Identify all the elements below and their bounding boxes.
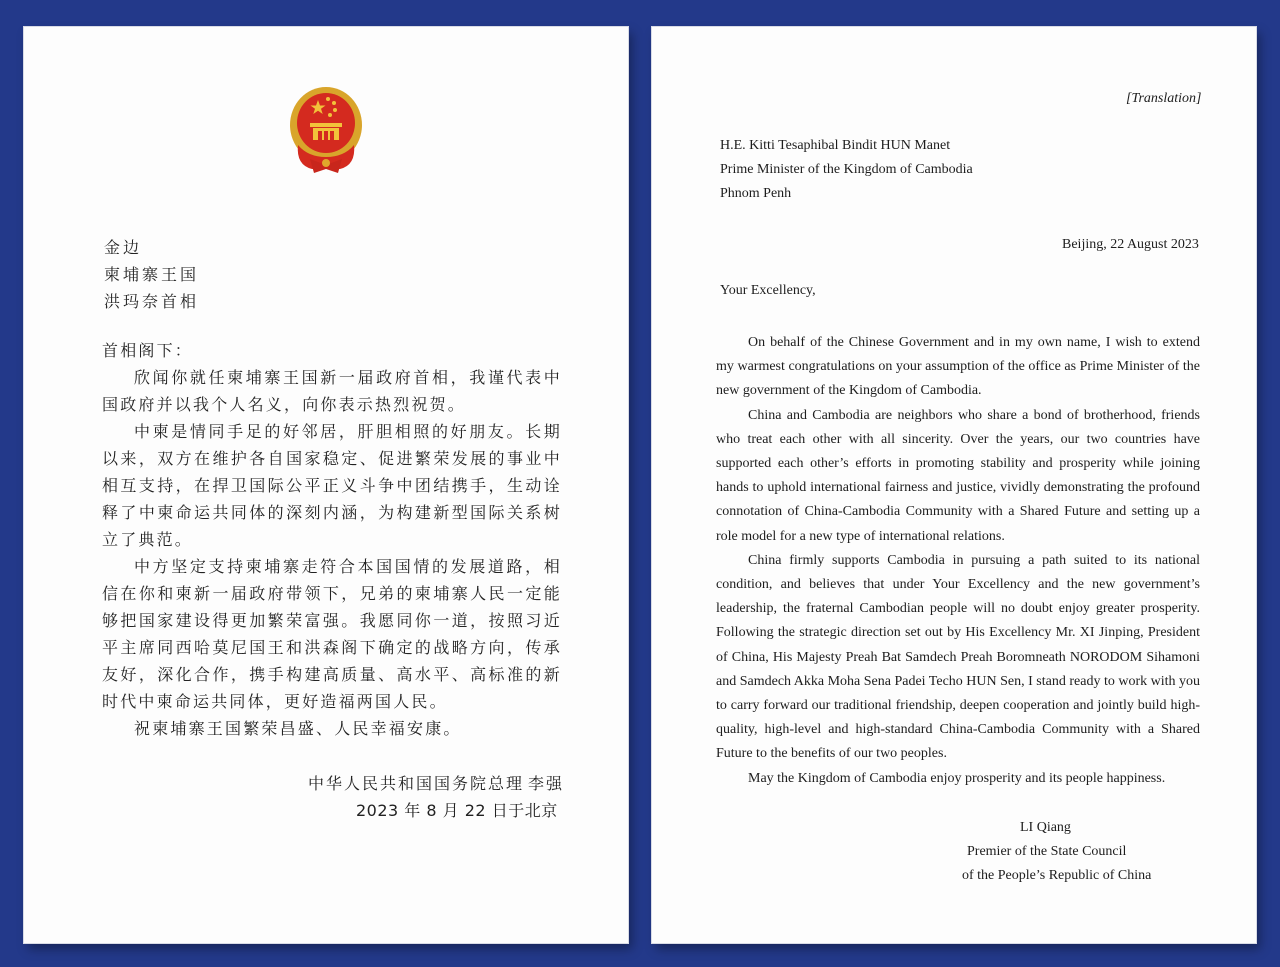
signature-title: Premier of the State Council [967,844,1127,859]
translation-mark: [Translation] [1126,91,1202,106]
paragraph-3: 中方坚定支持柬埔寨走符合本国国情的发展道路，相信在你和柬新一届政府带领下，兄弟的柬埔寨人民一定能够把国家建设得更加繁荣富强。我愿同你一道，按照习近平主席同西哈莫尼国王和洪森阁下确定的战略方向，传承友好，深化合作，携手构建高质量、高水平、高标准的新时代中柬命运共同体，更好造福两国人民。 [102,557,562,711]
letter-page-english [652,27,1256,943]
paragraph-3: China firmly supports Cambodia in pursuing a path suited to its national condition, and believes that under Your Excellency and the new government’s leadership, the fraternal Cambodian people will no doubt enjoy greater prosperity. Following the strategic direction set out by His Excellency Mr. XI Jinping, President of China, His Majesty Preah Bat Samdech Preah Boromneath NORODOM Sihamoni and Samdech Akka Moha Sena Padei Techo HUN Sen, I stand ready to work with you to carry forward our traditional friendship, deepen cooperation and jointly build high-quality, high-level and high-standard China-Cambodia Community with a Shared Future to the benefits of our two peoples. [716,552,1200,762]
letter-body-english [716,331,1200,791]
paragraph-2: China and Cambodia are neighbors who share a bond of brotherhood, friends who treat each other with all sincerity. Over the years, our two countries have supported each other’s efforts in promoting stability and prosperity while joining hands to uphold international fairness and justice, vividly demonstrating the profound connotation of China-Cambodia Community with a Shared Future and setting up a role model for a new type of international relations. [716,407,1200,544]
addressee-title: Prime Minister of the Kingdom of Cambodia [720,162,973,177]
signature-title: 中华人民共和国国务院总理 [308,774,525,793]
addressee-country: 柬埔寨王国 [104,265,200,284]
signature-name: 李强 [528,774,565,793]
national-emblem-icon [288,85,364,177]
paragraph-1: 欣闻你就任柬埔寨王国新一届政府首相，我谨代表中国政府并以我个人名义，向你表示热烈祝贺。 [102,368,562,414]
addressee-name: 洪玛奈首相 [104,292,200,311]
paragraph-1: On behalf of the Chinese Government and in my own name, I wish to extend my warmest congratulations on your assumption of the office as Prime Minister of the new government of the Kingdom of Cambodia. [716,335,1200,399]
paragraph-4: 祝柬埔寨王国繁荣昌盛、人民幸福安康。 [134,719,462,738]
addressee-city: Phnom Penh [720,186,792,201]
addressee-name: H.E. Kitti Tesaphibal Bindit HUN Manet [720,138,951,153]
signature-name: LI Qiang [1020,820,1071,835]
salutation: Your Excellency, [720,283,816,298]
signature-country: of the People’s Republic of China [962,868,1152,883]
addressee-city: 金边 [104,238,143,257]
letter-date: 2023 年 8 月 22 日于北京 [356,801,558,820]
paragraph-2: 中柬是情同手足的好邻居，肝胆相照的好朋友。长期以来，双方在维护各自国家稳定、促进繁荣发展的事业中相互支持，在捍卫国际公平正义斗争中团结携手，生动诠释了中柬命运共同体的深刻内涵，为构建新型国际关系树立了典范。 [102,422,562,549]
letter-date: Beijing, 22 August 2023 [1062,237,1199,252]
paragraph-4: May the Kingdom of Cambodia enjoy prosperity and its people happiness. [748,770,1166,786]
letter-body-chinese [102,337,562,742]
letter-page-chinese [24,27,628,943]
salutation: 首相阁下： [102,341,194,360]
